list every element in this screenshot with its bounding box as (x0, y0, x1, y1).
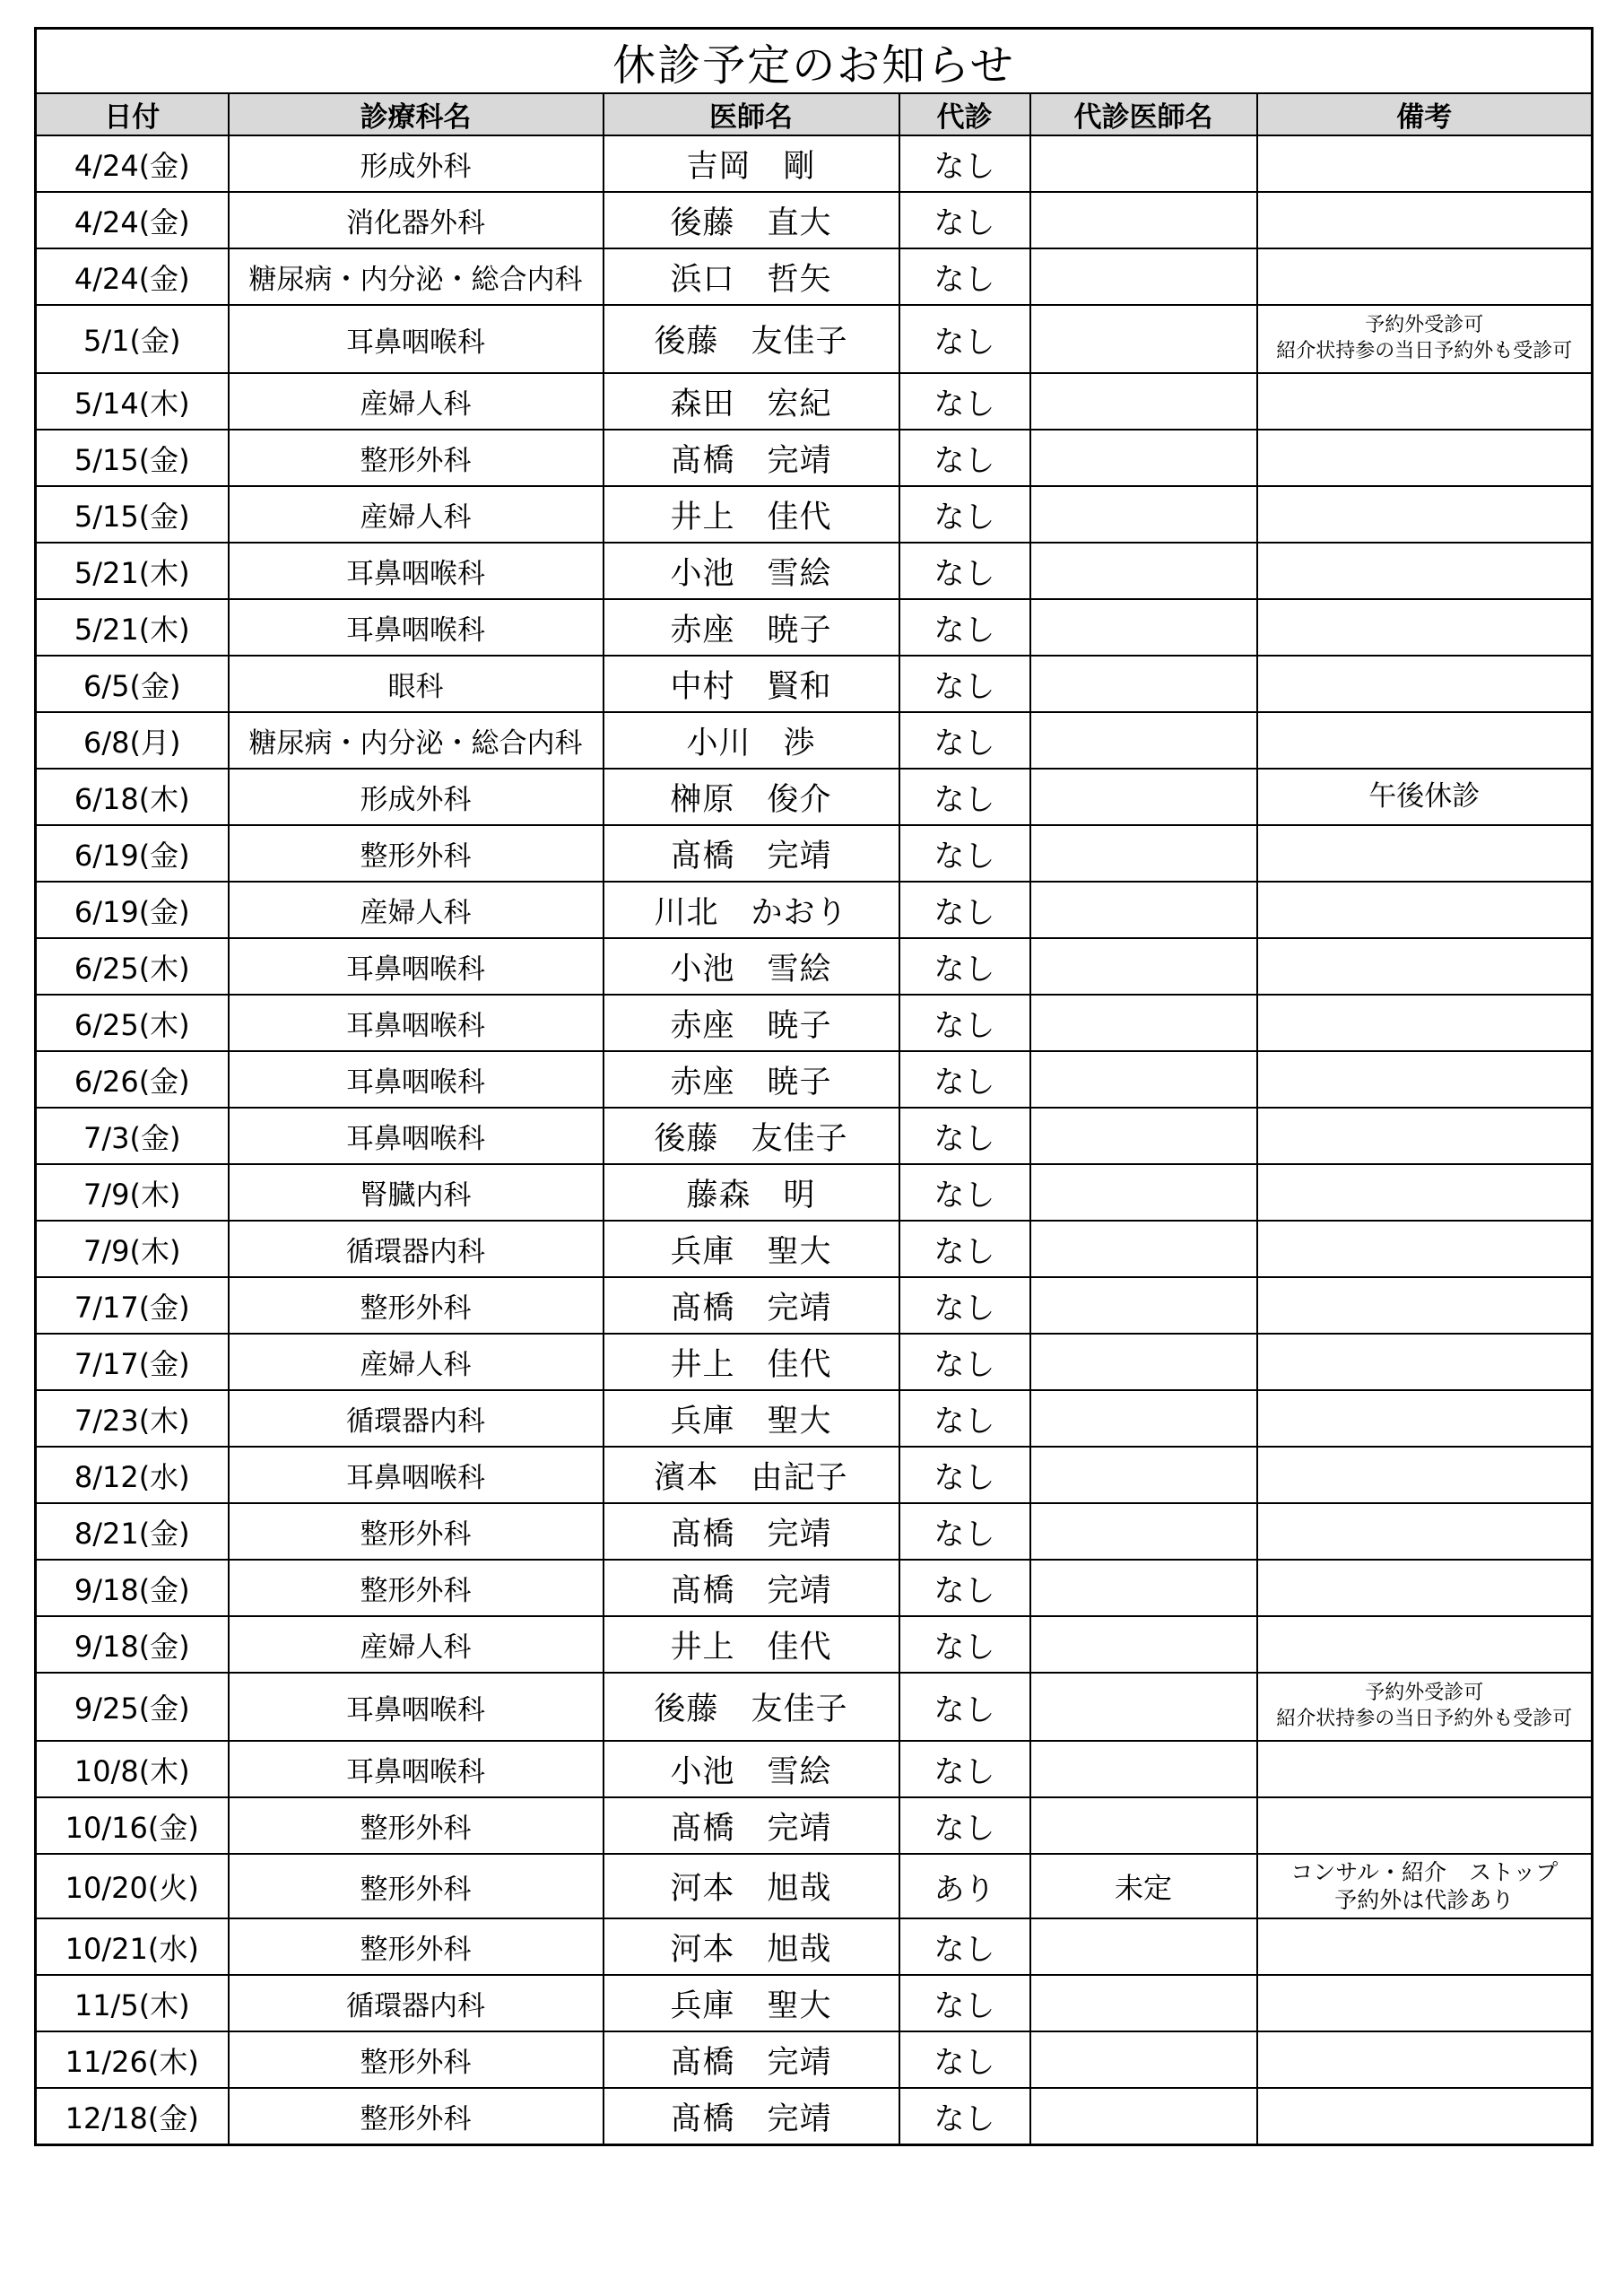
cell-remarks (1257, 1221, 1593, 1277)
cell-doctor: 榊原 俊介 (604, 769, 899, 825)
cell-substitute-doctor (1030, 1447, 1257, 1503)
cell-doctor: 吉岡 剛 (604, 135, 899, 192)
cell-department: 産婦人科 (229, 486, 604, 543)
cell-substitute: なし (899, 1108, 1030, 1164)
cell-substitute: なし (899, 486, 1030, 543)
table-row (36, 1797, 1593, 1854)
table-row (36, 825, 1593, 882)
cell-remarks (1257, 769, 1593, 825)
table-row (36, 1447, 1593, 1503)
cell-remarks (1257, 1164, 1593, 1221)
cell-substitute-doctor (1030, 1741, 1257, 1797)
cell-substitute-doctor (1030, 882, 1257, 938)
cell-date: 11/5(木) (36, 1975, 229, 2031)
cell-substitute: なし (899, 825, 1030, 882)
table-row (36, 1390, 1593, 1447)
cell-doctor: 後藤 友佳子 (604, 305, 899, 373)
cell-substitute-doctor (1030, 1164, 1257, 1221)
cell-substitute-doctor (1030, 1918, 1257, 1975)
cell-date: 8/21(金) (36, 1503, 229, 1560)
cell-doctor: 髙橋 完靖 (604, 1560, 899, 1616)
cell-substitute: なし (899, 995, 1030, 1051)
cell-doctor: 髙橋 完靖 (604, 1277, 899, 1334)
cell-doctor: 小川 渉 (604, 712, 899, 769)
table-row (36, 938, 1593, 995)
cell-doctor: 後藤 友佳子 (604, 1673, 899, 1741)
cell-date: 6/8(月) (36, 712, 229, 769)
cell-doctor: 髙橋 完靖 (604, 430, 899, 486)
cell-substitute: なし (899, 1741, 1030, 1797)
cell-date: 4/24(金) (36, 192, 229, 248)
cell-substitute: なし (899, 938, 1030, 995)
cell-remarks (1257, 305, 1593, 373)
cell-substitute: なし (899, 1673, 1030, 1741)
cell-department: 耳鼻咽喉科 (229, 599, 604, 656)
cell-date: 10/21(水) (36, 1918, 229, 1975)
cell-date: 7/17(金) (36, 1334, 229, 1390)
cell-remarks (1257, 599, 1593, 656)
table-body (36, 135, 1593, 2145)
cell-department: 耳鼻咽喉科 (229, 995, 604, 1051)
cell-doctor: 髙橋 完靖 (604, 825, 899, 882)
cell-remarks (1257, 1108, 1593, 1164)
table-row (36, 305, 1593, 373)
cell-remarks (1257, 1975, 1593, 2031)
cell-doctor: 赤座 暁子 (604, 1051, 899, 1108)
cell-substitute: なし (899, 543, 1030, 599)
cell-doctor: 小池 雪絵 (604, 938, 899, 995)
cell-date: 7/3(金) (36, 1108, 229, 1164)
cell-substitute-doctor (1030, 2088, 1257, 2145)
cell-remarks (1257, 712, 1593, 769)
cell-department: 形成外科 (229, 135, 604, 192)
cell-date: 5/15(金) (36, 430, 229, 486)
cell-department: 糖尿病・内分泌・総合内科 (229, 248, 604, 305)
cell-date: 6/26(金) (36, 1051, 229, 1108)
cell-substitute-doctor (1030, 1503, 1257, 1560)
cell-doctor: 川北 かおり (604, 882, 899, 938)
cell-remarks (1257, 2031, 1593, 2088)
cell-date: 9/18(金) (36, 1616, 229, 1673)
cell-department: 耳鼻咽喉科 (229, 1108, 604, 1164)
cell-remarks (1257, 430, 1593, 486)
cell-substitute: なし (899, 1277, 1030, 1334)
remarks-line: コンサル・紹介 ストップ (1290, 1858, 1559, 1885)
cell-substitute: なし (899, 1164, 1030, 1221)
cell-substitute-doctor (1030, 1390, 1257, 1447)
header-date: 日付 (36, 93, 229, 135)
cell-department: 眼科 (229, 656, 604, 712)
cell-doctor: 赤座 暁子 (604, 599, 899, 656)
cell-remarks (1257, 373, 1593, 430)
cell-date: 9/18(金) (36, 1560, 229, 1616)
cell-date: 7/17(金) (36, 1277, 229, 1334)
cell-substitute: なし (899, 1918, 1030, 1975)
cell-substitute-doctor (1030, 938, 1257, 995)
remarks-line: 予約外は代診あり (1334, 1887, 1515, 1913)
cell-date: 6/19(金) (36, 825, 229, 882)
cell-date: 7/23(木) (36, 1390, 229, 1447)
cell-date: 12/18(金) (36, 2088, 229, 2145)
cell-remarks (1257, 1503, 1593, 1560)
cell-date: 7/9(木) (36, 1164, 229, 1221)
cell-remarks (1257, 995, 1593, 1051)
header-substitute-doctor: 代診医師名 (1030, 93, 1257, 135)
cell-substitute: なし (899, 882, 1030, 938)
cell-remarks (1257, 1673, 1593, 1741)
table-row (36, 656, 1593, 712)
cell-remarks (1257, 1390, 1593, 1447)
cell-date: 10/8(木) (36, 1741, 229, 1797)
cell-substitute-doctor (1030, 1975, 1257, 2031)
cell-remarks (1257, 135, 1593, 192)
cell-substitute: なし (899, 712, 1030, 769)
table-row (36, 1673, 1593, 1741)
cell-substitute: なし (899, 1975, 1030, 2031)
table-row (36, 486, 1593, 543)
cell-doctor: 赤座 暁子 (604, 995, 899, 1051)
table-row (36, 1108, 1593, 1164)
cell-substitute: なし (899, 373, 1030, 430)
cell-substitute-doctor (1030, 543, 1257, 599)
header-department: 診療科名 (229, 93, 604, 135)
cell-department: 糖尿病・内分泌・総合内科 (229, 712, 604, 769)
cell-substitute-doctor (1030, 1334, 1257, 1390)
cell-department: 産婦人科 (229, 882, 604, 938)
cell-department: 形成外科 (229, 769, 604, 825)
cell-remarks (1257, 1447, 1593, 1503)
cell-substitute-doctor (1030, 1051, 1257, 1108)
cell-remarks (1257, 486, 1593, 543)
cell-doctor: 髙橋 完靖 (604, 2031, 899, 2088)
cell-remarks (1257, 1616, 1593, 1673)
cell-doctor: 藤森 明 (604, 1164, 899, 1221)
cell-doctor: 井上 佳代 (604, 1334, 899, 1390)
cell-date: 11/26(木) (36, 2031, 229, 2088)
cell-remarks (1257, 2088, 1593, 2145)
cell-department: 整形外科 (229, 2031, 604, 2088)
cell-substitute-doctor (1030, 1221, 1257, 1277)
cell-date: 4/24(金) (36, 135, 229, 192)
cell-department: 整形外科 (229, 1503, 604, 1560)
cell-department: 耳鼻咽喉科 (229, 1051, 604, 1108)
cell-department: 整形外科 (229, 1560, 604, 1616)
cell-substitute-doctor (1030, 1277, 1257, 1334)
table-row (36, 995, 1593, 1051)
cell-substitute-doctor (1030, 373, 1257, 430)
cell-substitute: なし (899, 135, 1030, 192)
table-row (36, 769, 1593, 825)
cell-remarks (1257, 1277, 1593, 1334)
table-row (36, 712, 1593, 769)
cell-substitute: あり (899, 1854, 1030, 1918)
table-row (36, 430, 1593, 486)
header-substitute: 代診 (899, 93, 1030, 135)
cell-date: 6/19(金) (36, 882, 229, 938)
cell-doctor: 後藤 友佳子 (604, 1108, 899, 1164)
cell-department: 腎臓内科 (229, 1164, 604, 1221)
cell-date: 7/9(木) (36, 1221, 229, 1277)
cell-date: 6/18(木) (36, 769, 229, 825)
page-title: 休診予定のお知らせ (36, 29, 1593, 94)
cell-remarks (1257, 1741, 1593, 1797)
cell-doctor: 井上 佳代 (604, 486, 899, 543)
cell-substitute: なし (899, 1503, 1030, 1560)
cell-substitute: なし (899, 769, 1030, 825)
table-row (36, 1616, 1593, 1673)
cell-remarks (1257, 656, 1593, 712)
cell-remarks (1257, 1051, 1593, 1108)
table-row (36, 192, 1593, 248)
cell-substitute-doctor (1030, 305, 1257, 373)
cell-date: 5/1(金) (36, 305, 229, 373)
cell-substitute: なし (899, 1334, 1030, 1390)
cell-department: 耳鼻咽喉科 (229, 543, 604, 599)
cell-date: 8/12(水) (36, 1447, 229, 1503)
table-row (36, 248, 1593, 305)
cell-doctor: 髙橋 完靖 (604, 2088, 899, 2145)
table-row (36, 599, 1593, 656)
cell-doctor: 河本 旭哉 (604, 1918, 899, 1975)
cell-substitute-doctor (1030, 656, 1257, 712)
cell-substitute-doctor (1030, 1673, 1257, 1741)
cell-substitute: なし (899, 430, 1030, 486)
table-row (36, 2088, 1593, 2145)
cell-department: 耳鼻咽喉科 (229, 1741, 604, 1797)
cell-doctor: 井上 佳代 (604, 1616, 899, 1673)
cell-remarks (1257, 882, 1593, 938)
table-row (36, 1975, 1593, 2031)
cell-date: 5/14(木) (36, 373, 229, 430)
cell-department: 産婦人科 (229, 373, 604, 430)
cell-substitute: なし (899, 1447, 1030, 1503)
cell-substitute: なし (899, 656, 1030, 712)
cell-substitute-doctor (1030, 430, 1257, 486)
cell-remarks (1257, 938, 1593, 995)
table-row (36, 1741, 1593, 1797)
cell-remarks (1257, 1334, 1593, 1390)
cell-doctor: 河本 旭哉 (604, 1854, 899, 1918)
cell-department: 整形外科 (229, 1797, 604, 1854)
cell-remarks (1257, 543, 1593, 599)
cell-department: 整形外科 (229, 1277, 604, 1334)
cell-substitute-doctor (1030, 769, 1257, 825)
cell-doctor: 兵庫 聖大 (604, 1390, 899, 1447)
cell-substitute: なし (899, 2031, 1030, 2088)
closure-schedule-table (34, 27, 1594, 2146)
cell-substitute: なし (899, 599, 1030, 656)
cell-department: 産婦人科 (229, 1334, 604, 1390)
cell-date: 6/25(木) (36, 995, 229, 1051)
cell-remarks (1257, 1918, 1593, 1975)
cell-substitute-doctor: 未定 (1030, 1854, 1257, 1918)
cell-substitute: なし (899, 192, 1030, 248)
cell-doctor: 濱本 由記子 (604, 1447, 899, 1503)
cell-doctor: 浜口 哲矢 (604, 248, 899, 305)
cell-substitute: なし (899, 1797, 1030, 1854)
header-row (36, 93, 1593, 135)
table-row (36, 543, 1593, 599)
cell-date: 6/5(金) (36, 656, 229, 712)
cell-date: 6/25(木) (36, 938, 229, 995)
table-row (36, 1051, 1593, 1108)
cell-date: 4/24(金) (36, 248, 229, 305)
cell-substitute-doctor (1030, 1797, 1257, 1854)
cell-substitute-doctor (1030, 825, 1257, 882)
table-row (36, 1334, 1593, 1390)
header-remarks: 備考 (1257, 93, 1593, 135)
cell-department: 産婦人科 (229, 1616, 604, 1673)
cell-remarks (1257, 1797, 1593, 1854)
cell-substitute: なし (899, 1390, 1030, 1447)
cell-date: 9/25(金) (36, 1673, 229, 1741)
table-row (36, 1164, 1593, 1221)
cell-date: 10/16(金) (36, 1797, 229, 1854)
cell-department: 循環器内科 (229, 1975, 604, 2031)
cell-substitute-doctor (1030, 135, 1257, 192)
cell-doctor: 兵庫 聖大 (604, 1221, 899, 1277)
table-row (36, 1560, 1593, 1616)
cell-remarks (1257, 1560, 1593, 1616)
cell-substitute-doctor (1030, 599, 1257, 656)
cell-remarks (1257, 825, 1593, 882)
cell-substitute-doctor (1030, 1560, 1257, 1616)
cell-doctor: 兵庫 聖大 (604, 1975, 899, 2031)
cell-doctor: 森田 宏紀 (604, 373, 899, 430)
cell-substitute: なし (899, 305, 1030, 373)
cell-doctor: 小池 雪絵 (604, 543, 899, 599)
cell-department: 整形外科 (229, 2088, 604, 2145)
cell-substitute-doctor (1030, 712, 1257, 769)
cell-remarks (1257, 248, 1593, 305)
cell-department: 消化器外科 (229, 192, 604, 248)
cell-department: 整形外科 (229, 825, 604, 882)
cell-substitute: なし (899, 1051, 1030, 1108)
remarks-line: 予約外受診可 (1365, 314, 1484, 337)
cell-substitute-doctor (1030, 486, 1257, 543)
cell-date: 5/15(金) (36, 486, 229, 543)
cell-substitute: なし (899, 1560, 1030, 1616)
cell-department: 循環器内科 (229, 1390, 604, 1447)
cell-date: 5/21(木) (36, 599, 229, 656)
table-row (36, 1854, 1593, 1918)
cell-doctor: 後藤 直大 (604, 192, 899, 248)
cell-department: 整形外科 (229, 1918, 604, 1975)
cell-substitute-doctor (1030, 995, 1257, 1051)
cell-substitute-doctor (1030, 192, 1257, 248)
cell-department: 耳鼻咽喉科 (229, 938, 604, 995)
cell-doctor: 髙橋 完靖 (604, 1503, 899, 1560)
cell-substitute-doctor (1030, 2031, 1257, 2088)
table-row (36, 2031, 1593, 2088)
cell-department: 耳鼻咽喉科 (229, 1673, 604, 1741)
cell-substitute: なし (899, 2088, 1030, 2145)
cell-department: 整形外科 (229, 1854, 604, 1918)
cell-department: 循環器内科 (229, 1221, 604, 1277)
cell-department: 耳鼻咽喉科 (229, 1447, 604, 1503)
cell-substitute: なし (899, 248, 1030, 305)
remarks-line: 午後休診 (1368, 779, 1481, 813)
remarks-line: 紹介状持参の当日予約外も受診可 (1276, 1708, 1573, 1730)
cell-department: 耳鼻咽喉科 (229, 305, 604, 373)
table-row (36, 882, 1593, 938)
cell-substitute-doctor (1030, 1108, 1257, 1164)
cell-doctor: 小池 雪絵 (604, 1741, 899, 1797)
cell-substitute-doctor (1030, 1616, 1257, 1673)
table-row (36, 373, 1593, 430)
table-row (36, 135, 1593, 192)
cell-substitute-doctor (1030, 248, 1257, 305)
remarks-line: 紹介状持参の当日予約外も受診可 (1276, 340, 1573, 362)
table-row (36, 1221, 1593, 1277)
table-row (36, 1503, 1593, 1560)
cell-remarks (1257, 1854, 1593, 1918)
table-row (36, 1918, 1593, 1975)
schedule-sheet (34, 27, 1591, 2146)
cell-date: 5/21(木) (36, 543, 229, 599)
cell-substitute: なし (899, 1616, 1030, 1673)
cell-remarks (1257, 192, 1593, 248)
table-row (36, 1277, 1593, 1334)
cell-date: 10/20(火) (36, 1854, 229, 1918)
cell-doctor: 中村 賢和 (604, 656, 899, 712)
remarks-line: 予約外受診可 (1365, 1682, 1484, 1705)
header-doctor: 医師名 (604, 93, 899, 135)
cell-department: 整形外科 (229, 430, 604, 486)
cell-substitute: なし (899, 1221, 1030, 1277)
cell-doctor: 髙橋 完靖 (604, 1797, 899, 1854)
